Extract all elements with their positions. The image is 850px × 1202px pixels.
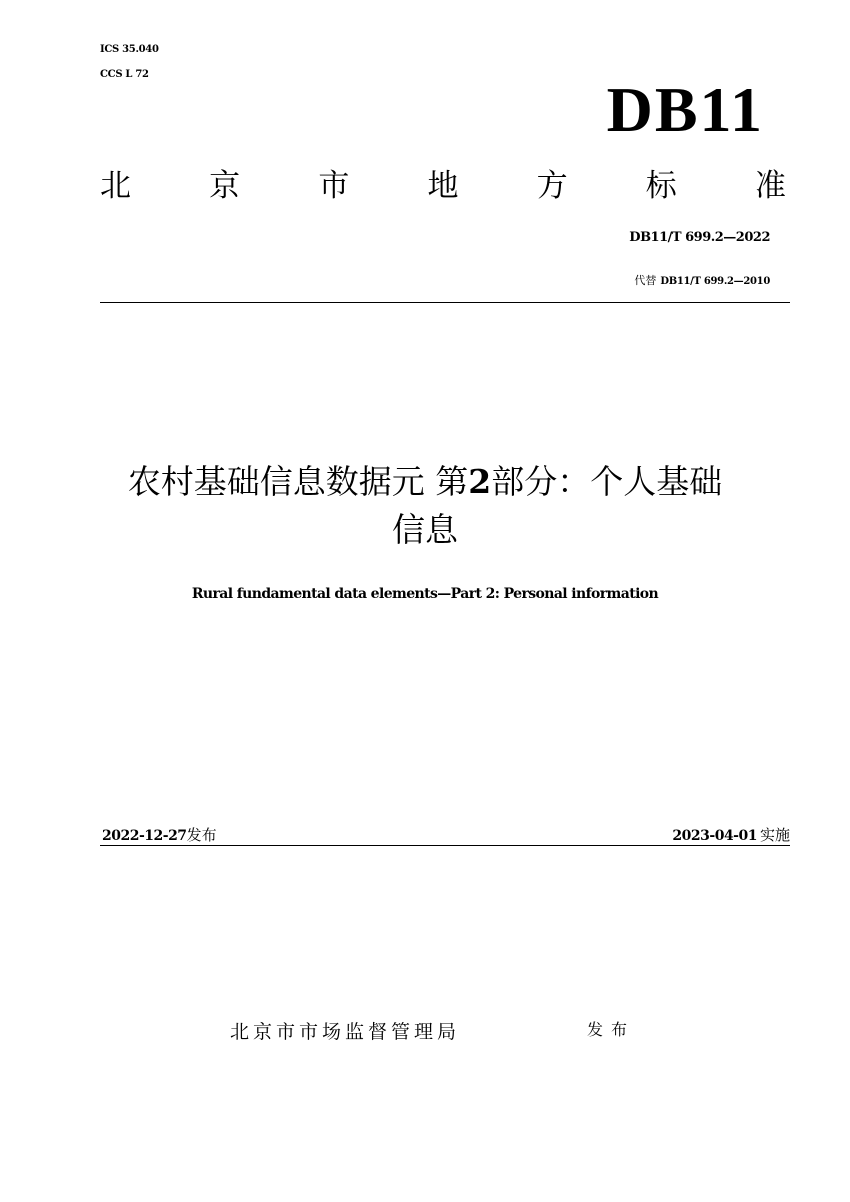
issuer-action: 发布 bbox=[587, 1020, 636, 1039]
issue-date-line bbox=[102, 824, 217, 845]
implementation-label: 实施 bbox=[759, 826, 790, 844]
issue-label: 发布 bbox=[186, 826, 217, 844]
part-number: 2 bbox=[468, 462, 492, 501]
ics-code: ICS 35.040 bbox=[100, 44, 159, 55]
replaced-standard-number: DB11/T 699.2—2010 bbox=[660, 276, 770, 287]
ccs-code: CCS L 72 bbox=[100, 69, 149, 80]
issue-date: 2022-12-27 bbox=[102, 828, 187, 844]
chinese-title-part-b: 部分：个人基础 bbox=[491, 462, 723, 501]
footer-divider bbox=[100, 845, 790, 846]
chinese-title-line-1 bbox=[60, 458, 790, 506]
implementation-date-line bbox=[672, 824, 790, 845]
chinese-title-line-2: 信息 bbox=[392, 510, 458, 549]
standard-type-char: 北 bbox=[100, 168, 131, 204]
english-title: Rural fundamental data elements—Part 2: Personal information bbox=[191, 586, 659, 602]
standard-type-char: 方 bbox=[536, 168, 568, 204]
issuing-authority: 北京市市场监督管理局 bbox=[230, 1021, 461, 1043]
standard-type-char: 市 bbox=[318, 168, 350, 204]
standard-type-char: 京 bbox=[209, 168, 241, 204]
replaces-label: 代替 bbox=[634, 274, 657, 287]
standard-type bbox=[100, 168, 786, 204]
chinese-title bbox=[60, 458, 790, 554]
chinese-title-part-a: 农村基础信息数据元 第 bbox=[127, 462, 469, 501]
implementation-date: 2023-04-01 bbox=[672, 828, 757, 844]
replaces-line bbox=[634, 272, 770, 288]
header-divider bbox=[100, 302, 790, 303]
db11-logo: DB11 bbox=[606, 74, 764, 145]
standard-type-char: 准 bbox=[754, 168, 786, 204]
standard-number: DB11/T 699.2—2022 bbox=[629, 230, 770, 245]
standard-type-char: 地 bbox=[427, 168, 459, 204]
standard-type-char: 标 bbox=[645, 168, 677, 204]
